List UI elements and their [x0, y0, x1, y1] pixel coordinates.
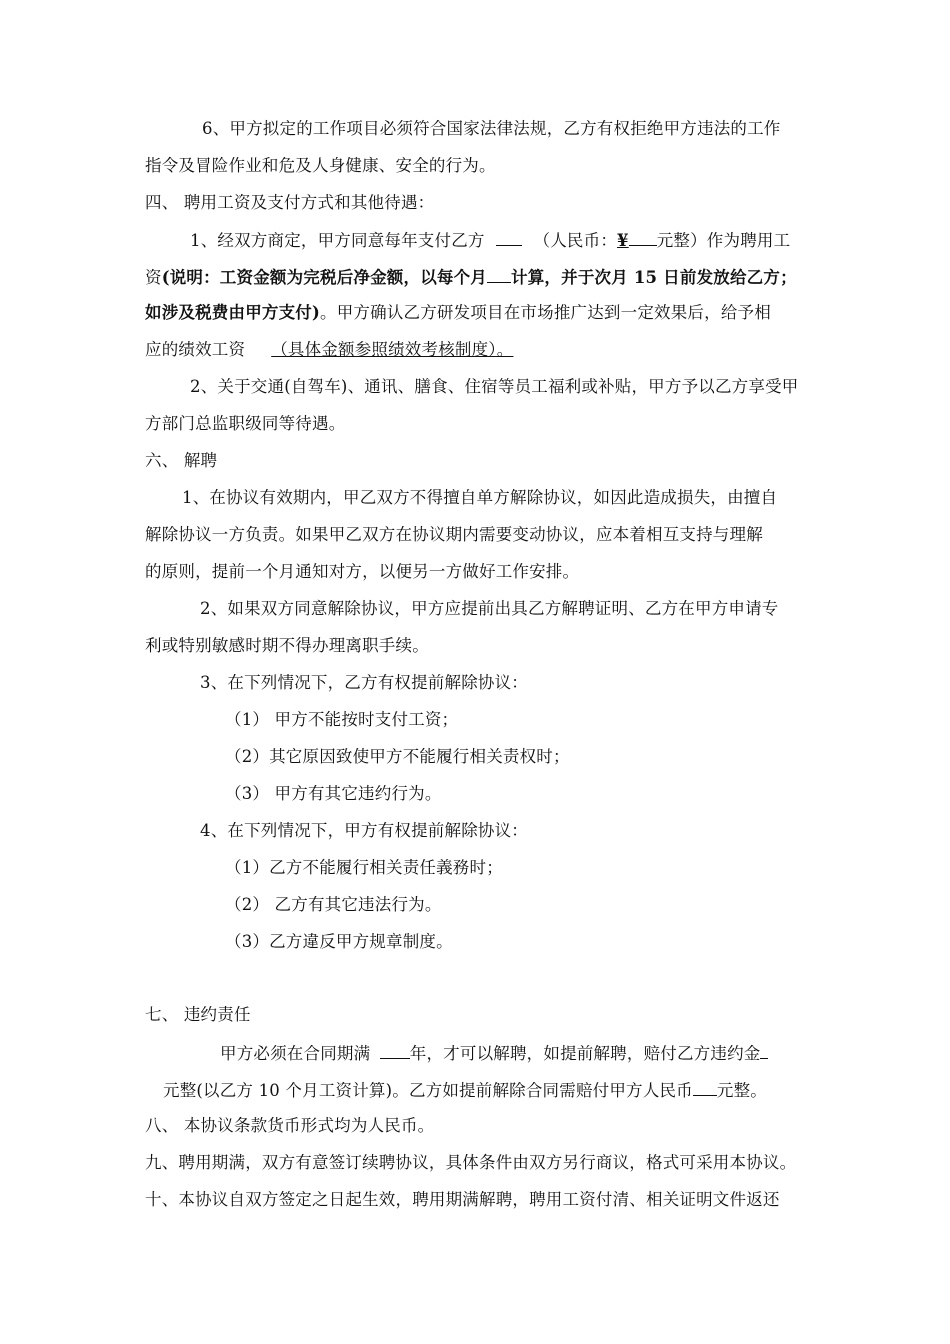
paragraph-line: 2、关于交通(自驾车)、通讯、膳食、住宿等员工福利或补贴，甲方予以乙方享受甲 [190, 377, 799, 396]
performance-salary-note: （具体金额参照绩效考核制度）。 [271, 340, 514, 359]
paragraph-line: 6、甲方拟定的工作项目必须符合国家法律法规，乙方有权拒绝甲方违法的工作 [202, 119, 781, 138]
paragraph-line: 1、在协议有效期内，甲乙双方不得擅自单方解除协议，如因此造成损失，由擅自 [182, 488, 778, 507]
paragraph-line: 解除协议一方负责。如果甲乙双方在协议期内需要变动协议，应本着相互支持与理解 [145, 525, 763, 544]
compensation-blank[interactable] [693, 1079, 717, 1096]
annual-salary-blank[interactable] [496, 229, 522, 246]
contract-years-blank[interactable] [380, 1042, 410, 1059]
text-span: 年，才可以解聘，如提前解聘，赔付乙方违约金 [409, 1044, 761, 1063]
section-heading-6: 六、 解聘 [145, 451, 218, 470]
paragraph-line [145, 303, 771, 323]
paragraph-line: 指令及冒险作业和危及人身健康、安全的行为。 [145, 156, 496, 175]
list-item: （2）其它原因致使甲方不能履行相关责权时； [225, 747, 570, 766]
paragraph-line [145, 340, 513, 360]
month-blank[interactable] [487, 266, 511, 283]
paragraph-line: 方部门总监职级同等待遇。 [145, 414, 346, 433]
salary-clause-end: 元整）作为聘用工 [656, 231, 791, 250]
yuan-symbol: ¥ [617, 231, 629, 250]
list-item: （2） 乙方有其它违法行为。 [225, 895, 442, 914]
salary-note-bold: (说明：工资金额为完税后净金额，以每个月 [161, 268, 488, 287]
list-item: （3）乙方違反甲方规章制度。 [225, 932, 453, 951]
paragraph-line [220, 1042, 768, 1064]
salary-clause-text: 1、经双方商定，甲方同意每年支付乙方 [190, 231, 485, 250]
list-item: （1） 甲方不能按时支付工资； [225, 710, 459, 729]
text-span: 应的绩效工资 [145, 340, 246, 359]
list-heading: 4、在下列情况下，甲方有权提前解除协议： [200, 821, 528, 840]
penalty-amount-blank[interactable] [760, 1042, 768, 1059]
paragraph-line [163, 1079, 767, 1101]
section-heading-9: 九、聘用期满，双方有意签订续聘协议，具体条件由双方另行商议，格式可采用本协议。 [145, 1153, 797, 1172]
text-span: 。甲方确认乙方研发项目在市场推广达到一定效果后，给予相 [320, 303, 771, 322]
paragraph-line [190, 229, 790, 251]
text-span: 元整(以乙方 10 个月工资计算)。乙方如提前解除合同需赔付甲方人民币 [163, 1081, 693, 1100]
text-span: 元整。 [716, 1081, 767, 1100]
section-heading-10: 十、本协议自双方签定之日起生效，聘用期满解聘，聘用工资付清、相关证明文件返还 [145, 1190, 780, 1209]
paragraph-line: 的原则，提前一个月通知对方，以便另一方做好工作安排。 [145, 562, 580, 581]
section-heading-7: 七、 违约责任 [145, 1005, 251, 1024]
section-heading-4: 四、 聘用工资及支付方式和其他待遇： [145, 193, 435, 212]
text-span: 资 [145, 268, 162, 287]
salary-note-bold: 计算，并于次月 15 日前发放给乙方； [511, 268, 797, 287]
list-item: （3） 甲方有其它违约行为。 [225, 784, 442, 803]
section-heading-8: 八、 本协议条款货币形式均为人民币。 [145, 1116, 435, 1135]
paragraph-line: 利或特别敏感时期不得办理离职手续。 [145, 636, 429, 655]
rmb-amount-blank[interactable] [629, 229, 657, 246]
text-span: 甲方必须在合同期满 [220, 1044, 371, 1063]
paragraph-line [145, 266, 797, 288]
paragraph-line: 2、如果双方同意解除协议，甲方应提前出具乙方解聘证明、乙方在甲方申请专 [200, 599, 779, 618]
rmb-label: （人民币： [533, 231, 618, 250]
list-heading: 3、在下列情况下，乙方有权提前解除协议： [200, 673, 528, 692]
tax-note-bold: 如涉及税费由甲方支付) [145, 303, 321, 322]
list-item: （1）乙方不能履行相关责任義務时； [225, 858, 503, 877]
